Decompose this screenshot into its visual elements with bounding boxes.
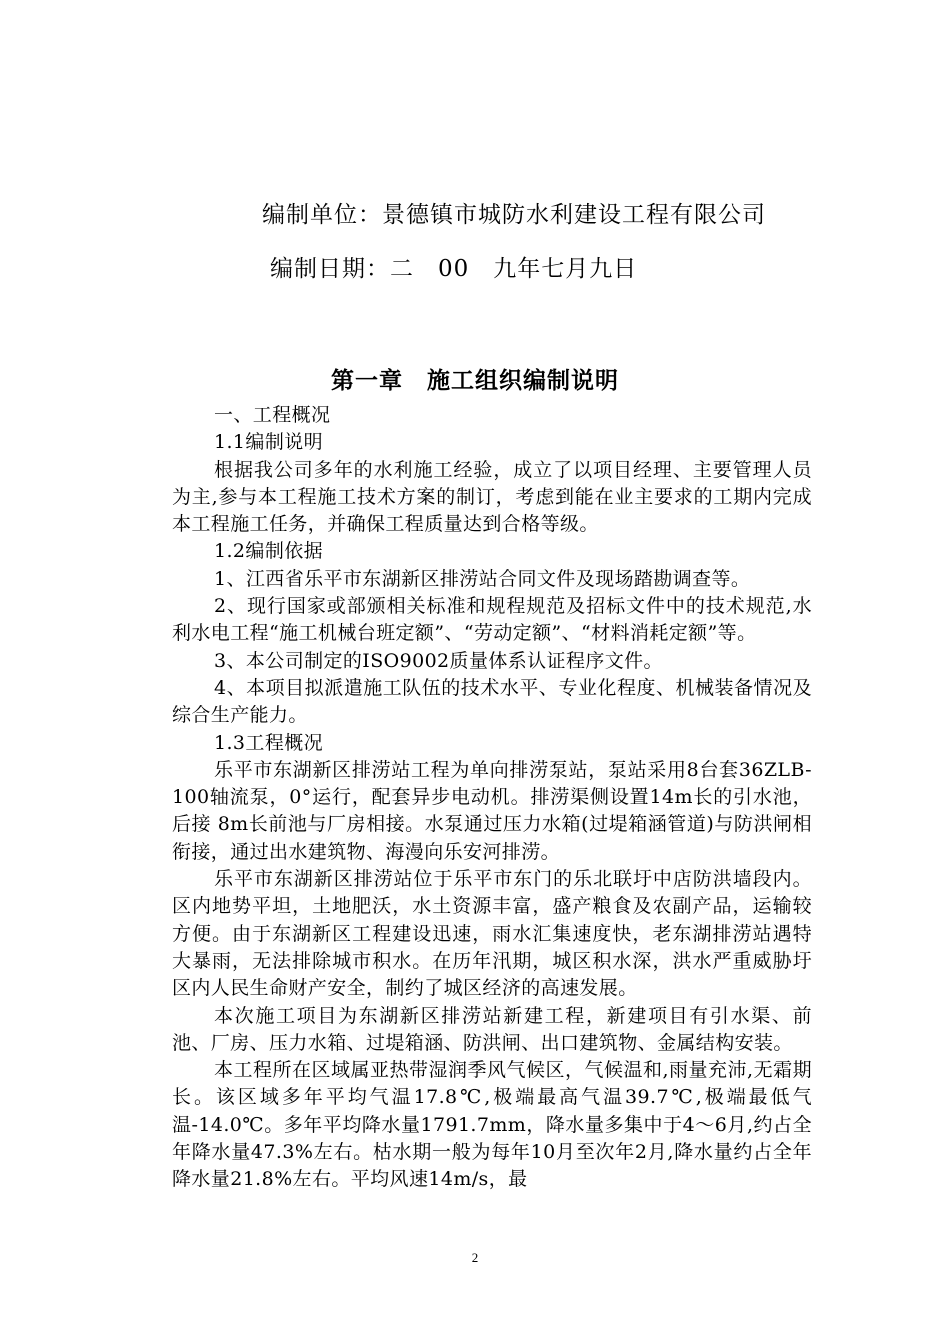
section-heading-overview: 一、工程概况 xyxy=(214,404,331,426)
section-heading-1-3: 1.3工程概况 xyxy=(214,731,324,754)
section-heading-1-2: 1.2编制依据 xyxy=(214,540,324,563)
overview-paragraph-2: 乐平市东湖新区排涝站位于乐平市东门的乐北联圩中店防洪墙段内。区内地势平坦，土地肥沃，水土资源丰富，盛产粮食及农副产品，运输较方便。由于东湖新区工程建设迅速，雨水汇集速度快，老东湖排涝站遇特大暴雨，无法排除城市积水。在历年汛期，城区积水深，洪水严重威胁圩区内人民生命财产安全，制约了城区经济的高速发展。 xyxy=(172,868,812,1000)
overview-paragraph-1: 乐平市东湖新区排涝站工程为单向排涝泵站，泵站采用8台套36ZLB-100轴流泵，0°运行，配套异步电动机。排涝渠侧设置14m长的引水池，后接 8m长前池与厂房相接。水泵通过压力水箱(过堤箱涵管道)与防洪闸相衔接，通过出水建筑物、海漫向乐安河排涝。 xyxy=(172,758,812,863)
overview-paragraph-3: 本次施工项目为东湖新区排涝站新建工程，新建项目有引水渠、前池、厂房、压力水箱、过堤箱涵、防洪闸、出口建筑物、金属结构安装。 xyxy=(172,1004,812,1054)
basis-item-2: 2、现行国家或部颁相关标准和规程规范及招标文件中的技术规范,水利水电工程“施工机械台班定额”、“劳动定额”、“材料消耗定额”等。 xyxy=(172,595,812,645)
document-body xyxy=(172,402,812,1194)
basis-item-1: 1、江西省乐平市东湖新区排涝站合同文件及现场踏勘调查等。 xyxy=(214,567,751,590)
paragraph-1-1: 根据我公司多年的水利施工经验，成立了以项目经理、主要管理人员为主,参与本工程施工技术方案的制订，考虑到能在业主要求的工期内完成本工程施工任务，并确保工程质量达到合格等级。 xyxy=(172,458,812,536)
overview-paragraph-4: 本工程所在区域属亚热带湿润季风气候区，气候温和,雨量充沛,无霜期长。该区域多年平均气温17.8℃,极端最高气温39.7℃,极端最低气温-14.0℃。多年平均降水量1791.7mm，降水量多集中于4～6月,约占全年降水量47.3%左右。枯水期一般为每年10月至次年2月,降水量约占全年降水量21.8%左右。平均风速14m/s，最 xyxy=(172,1059,812,1191)
compiling-unit-line: 编制单位：景德镇市城防水利建设工程有限公司 xyxy=(262,202,766,228)
basis-item-4: 4、本项目拟派遣施工队伍的技术水平、专业化程度、机械装备情况及综合生产能力。 xyxy=(172,676,812,727)
chapter-title: 第一章 施工组织编制说明 xyxy=(331,368,619,394)
basis-item-3: 3、本公司制定的ISO9002质量体系认证程序文件。 xyxy=(214,649,663,672)
compiling-date-line: 编制日期：二 00 九年七月九日 xyxy=(270,256,638,282)
section-heading-1-1: 1.1编制说明 xyxy=(214,431,324,454)
page-number: 2 xyxy=(471,1250,479,1265)
